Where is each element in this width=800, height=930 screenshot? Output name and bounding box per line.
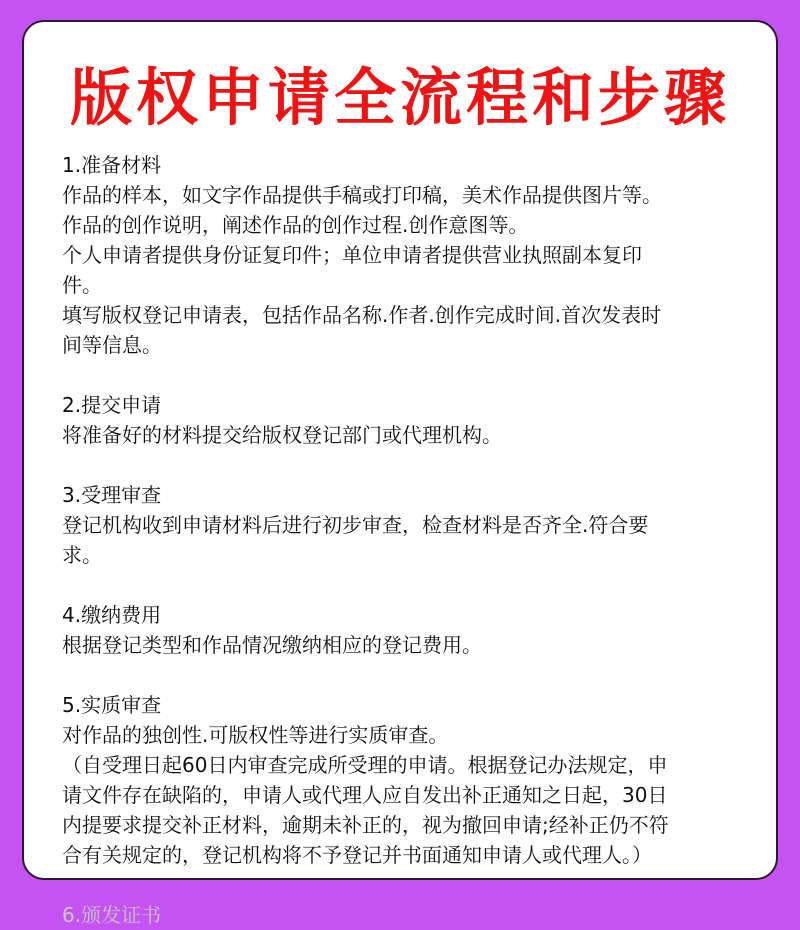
section-submit-application — [62, 390, 746, 450]
section-prepare-materials — [62, 150, 746, 360]
section-pay-fees — [62, 600, 746, 660]
section-heading: 5.实质审查 — [62, 693, 162, 717]
section-line: 作品的样本，如文字作品提供手稿或打印稿，美术作品提供图片等。 — [62, 183, 662, 207]
section-line: 内提要求提交补正材料，逾期未补正的，视为撤回申请;经补正仍不符 — [62, 813, 669, 837]
section-line: 个人申请者提供身份证复印件；单位申请者提供营业执照副本复印 — [62, 243, 642, 267]
section-line: 填写版权登记申请表，包括作品名称.作者.创作完成时间.首次发表时 — [62, 303, 662, 327]
section-line: 根据登记类型和作品情况缴纳相应的登记费用。 — [62, 633, 482, 657]
section-line: 对作品的独创性.可版权性等进行实质审查。 — [62, 723, 449, 747]
section-line: 件。 — [62, 273, 102, 297]
section-line: 求。 — [62, 543, 102, 567]
section-heading: 4.缴纳费用 — [62, 603, 162, 627]
section-line: 作品的创作说明，阐述作品的创作过程.创作意图等。 — [62, 213, 529, 237]
section-substantive-review — [62, 690, 746, 870]
section-line: 合有关规定的，登记机构将不予登记并书面通知申请人或代理人。） — [62, 843, 652, 867]
section-line: 间等信息。 — [62, 333, 162, 357]
section-heading: 1.准备材料 — [62, 153, 162, 177]
document-body — [62, 150, 746, 927]
document-card — [22, 20, 778, 927]
section-line: （自受理日起60日内审查完成所受理的申请。根据登记办法规定，申 — [62, 753, 668, 777]
section-heading: 2.提交申请 — [62, 393, 162, 417]
section-line: 将准备好的材料提交给版权登记部门或代理机构。 — [62, 423, 502, 447]
section-acceptance-review — [62, 480, 746, 570]
section-line: 请文件存在缺陷的，申请人或代理人应自发出补正通知之日起，30日 — [62, 783, 668, 807]
page-title: 版权申请全流程和步骤 — [69, 61, 730, 134]
cutoff-next-section: 6.颁发证书 — [62, 903, 162, 927]
section-heading: 3.受理审查 — [62, 483, 162, 507]
section-line: 登记机构收到申请材料后进行初步审查，检查材料是否齐全.符合要 — [62, 513, 649, 537]
